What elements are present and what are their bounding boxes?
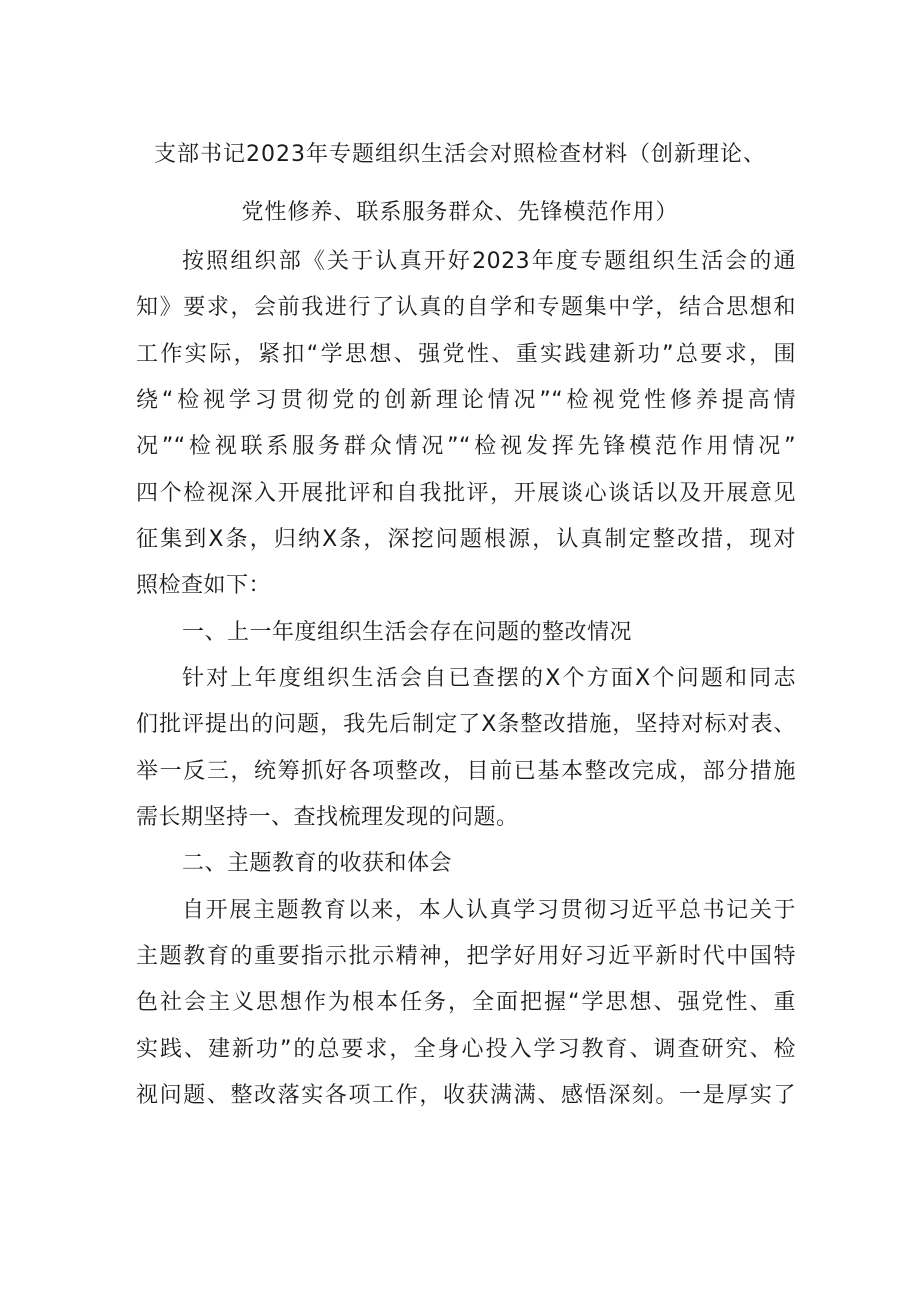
body-line: 色社会主义思想作为根本任务，全面把握“学思想、强党性、重 bbox=[136, 990, 796, 1015]
section-heading-2: 二、主题教育的收获和体会 bbox=[182, 851, 453, 876]
section-heading-1: 一、上一年度组织生活会存在问题的整改情况 bbox=[182, 620, 633, 645]
body-line: 们批评提出的问题，我先后制定了X条整改措施，坚持对标对表、 bbox=[136, 712, 796, 737]
body-line: 需长期坚持一、查找梳理发现的问题。 bbox=[136, 805, 519, 830]
document-title-line-2: 党性修养、联系服务群众、先锋模范作用） bbox=[241, 200, 679, 225]
body-line: 实践、建新功”的总要求，全身心投入学习教育、调查研究、检 bbox=[136, 1037, 796, 1062]
body-line: 自开展主题教育以来，本人认真学习贯彻习近平总书记关于 bbox=[182, 898, 796, 923]
body-line: 况”“检视联系服务群众情况”“检视发挥先锋模范作用情况” bbox=[136, 434, 796, 459]
body-line: 征集到X条，归纳X条，深挖问题根源，认真制定整改措，现对 bbox=[136, 527, 796, 552]
body-line: 知》要求，会前我进行了认真的自学和专题集中学，结合思想和 bbox=[136, 295, 796, 320]
document-title-line-1: 支部书记2023年专题组织生活会对照检查材料（创新理论、 bbox=[154, 142, 766, 167]
body-line: 照检查如下： bbox=[136, 573, 272, 598]
body-line: 四个检视深入开展批评和自我批评，开展谈心谈话以及开展意见 bbox=[136, 481, 796, 506]
body-line: 按照组织部《关于认真开好2023年度专题组织生活会的通 bbox=[182, 249, 796, 274]
body-line: 绕“检视学习贯彻党的创新理论情况”“检视党性修养提高情 bbox=[136, 388, 796, 413]
body-line: 针对上年度组织生活会自已查摆的X个方面X个问题和同志 bbox=[182, 666, 796, 691]
body-line: 举一反三，统筹抓好各项整改，目前已基本整改完成，部分措施 bbox=[136, 759, 796, 784]
body-line: 主题教育的重要指示批示精神，把学好用好习近平新时代中国特 bbox=[136, 944, 796, 969]
body-line: 工作实际，紧扣“学思想、强党性、重实践建新功”总要求，围 bbox=[136, 342, 797, 367]
body-line: 视问题、整改落实各项工作，收获满满、感悟深刻。一是厚实了 bbox=[136, 1083, 796, 1108]
